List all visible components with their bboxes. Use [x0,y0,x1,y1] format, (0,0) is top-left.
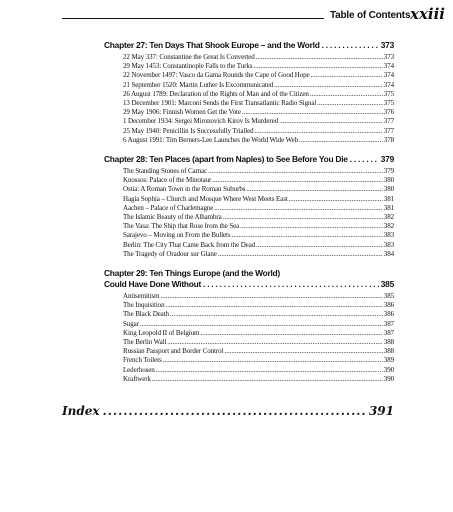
toc-entry[interactable]: 22 May 337: Constantine the Great Is Converted ..... 373 [123,53,394,62]
toc-entry[interactable]: 29 May 1453: Constantinople Falls to the Turks ..... 374 [123,62,394,71]
toc-entry[interactable]: 26 August 1789: Declaration of the Rights of Man and of the Citizen ..... 375 [123,90,394,99]
toc-entry[interactable]: Berlin: The City That Came Back from the Dead ..... 383 [123,241,394,250]
chapter-page: 385 [380,279,394,290]
toc-entry[interactable]: 21 September 1520: Martin Luther Is Excommunicated ..... 374 [123,81,394,90]
section-list [104,53,394,145]
chapter-page: 373 [380,40,394,50]
running-header [62,4,445,26]
chapter-heading[interactable] [104,279,394,290]
chapter-heading[interactable] [104,40,394,51]
toc-entry[interactable]: Russian Passport and Border Control ..... 388 [123,347,394,356]
chapter-title[interactable]: Chapter 29: Ten Things Europe (and the World) [104,268,280,279]
toc-entry[interactable]: Hagia Sophia – Church and Mosque Where West Meets East ..... 381 [123,195,394,204]
toc-entry[interactable]: Sarajevo – Moving on From the Bullets ..... 383 [123,231,394,240]
chapter-27 [104,40,394,145]
toc-entry[interactable]: Sugar ..... 387 [123,320,394,329]
section-list [104,167,394,259]
chapter-29 [104,268,394,384]
chapter-title: Chapter 27: Ten Days That Shook Europe – and the World [104,40,320,50]
toc-entry[interactable]: Kraftwerk ..... 390 [123,375,394,384]
chapter-heading[interactable] [104,154,394,165]
header-page-number: xxiii [410,5,445,23]
header-rule [62,18,324,19]
chapter-title-continued: Could Have Done Without [104,279,201,290]
chapter-title: Chapter 28: Ten Places (apart from Naples) to See Before You Die [104,154,348,165]
toc-entry[interactable]: The Standing Stones of Carnac ..... 379 [123,167,394,176]
chapter-page: 379 [380,154,394,165]
toc-entry[interactable]: Knossos: Palace of the Minotaur ..... 380 [123,176,394,185]
toc-entry[interactable]: 29 May 1906: Finnish Women Get the Vote ..... 376 [123,108,394,117]
index-label: Index [62,404,100,418]
toc-entry[interactable]: Aachen – Palace of Charlemagne ..... 381 [123,204,394,213]
toc-entry[interactable]: King Leopold II of Belgium ..... 387 [123,329,394,338]
toc-entry[interactable]: 1 December 1934: Sergei Mironovich Kirov Is Murdered ..... 377 [123,117,394,126]
toc-entry[interactable]: Ostia: A Roman Town in the Roman Suburbs ..... 380 [123,185,394,194]
toc-entry[interactable]: The Vasa: The Ship that Rose from the Sea ..... 382 [123,222,394,231]
header-title: Table of Contents [330,10,411,21]
toc-entry[interactable]: Antisemitism ..... 385 [123,292,394,301]
toc-entry[interactable]: The Black Death ..... 386 [123,310,394,319]
toc-entry[interactable]: 6 August 1991: Tim Berners-Lee Launches the World Wide Web ..... 378 [123,136,394,145]
index-page: 391 [368,404,394,418]
toc-entry[interactable]: The Inquisition ..... 386 [123,301,394,310]
toc-entry[interactable]: Lederhosen ..... 390 [123,366,394,375]
index-entry[interactable] [62,404,394,418]
toc-entry[interactable]: 22 November 1497: Vasco da Gama Rounds the Cape of Good Hope ..... 374 [123,71,394,80]
chapter-28 [104,154,394,259]
toc-entry[interactable]: The Islamic Beauty of the Alhambra ..... 382 [123,213,394,222]
section-list [104,292,394,384]
toc-entry[interactable]: 13 December 1901: Marconi Sends the First Transatlantic Radio Signal ..... 375 [123,99,394,108]
toc-content [104,40,394,393]
toc-entry[interactable]: The Tragedy of Oradour sur Glane ..... 384 [123,250,394,259]
toc-entry[interactable]: 25 May 1940: Penicillin Is Successfully Trialled ..... 377 [123,127,394,136]
toc-entry[interactable]: The Berlin Wall ..... 388 [123,338,394,347]
toc-entry[interactable]: French Toilets ..... 389 [123,356,394,365]
